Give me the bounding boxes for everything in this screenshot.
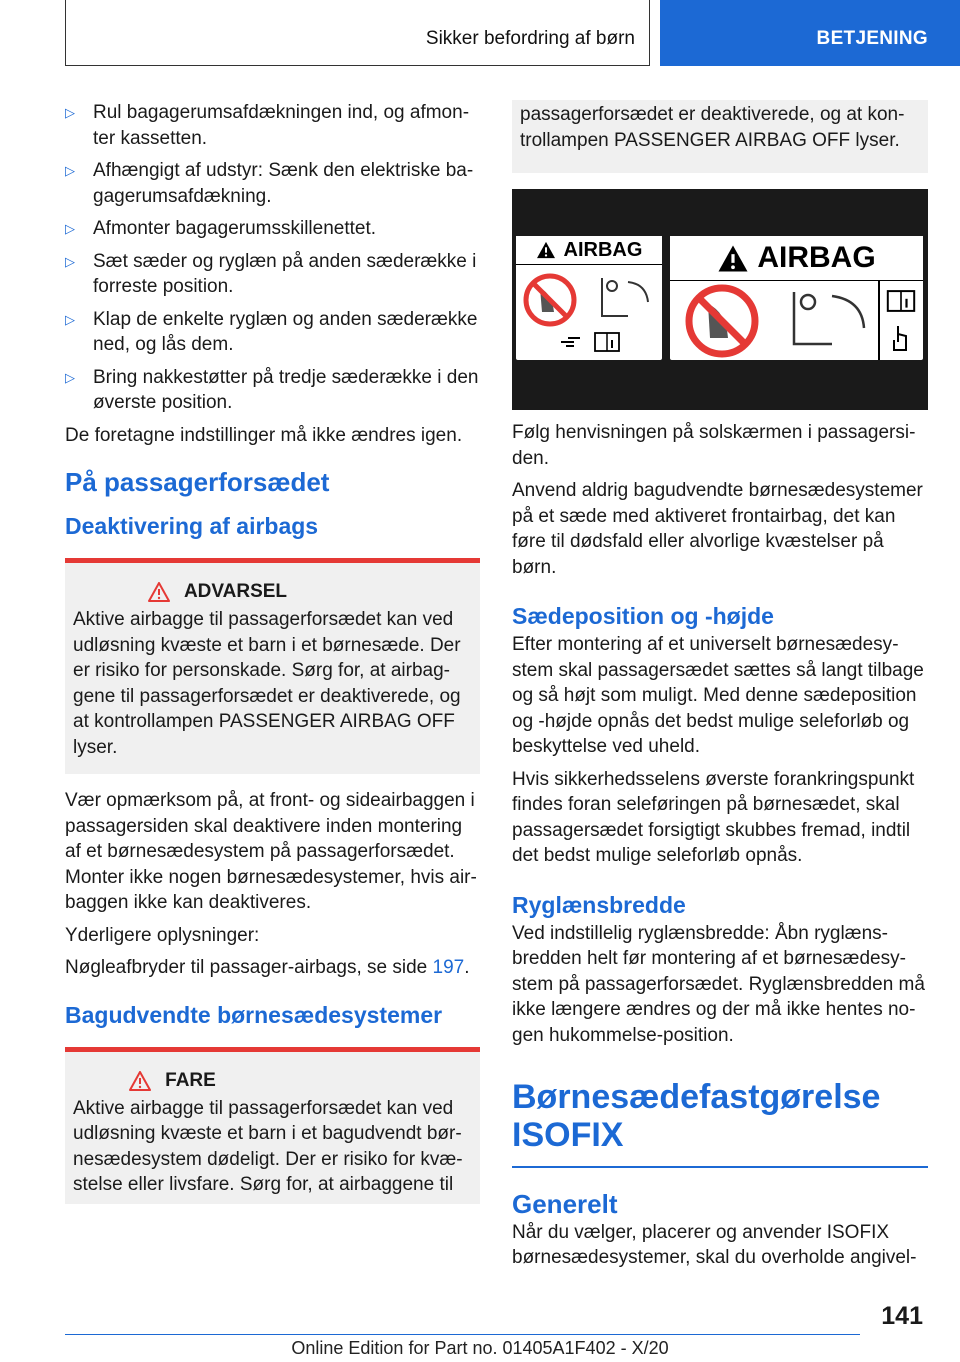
- settings-note: De foretagne indstillinger må ikke ændres igen.: [65, 424, 463, 446]
- page-number: 141: [881, 1302, 923, 1330]
- heading-passenger-seat: På passagerforsædet: [65, 467, 330, 497]
- chapter-tab[interactable]: BETJENING: [660, 0, 960, 66]
- heading-general: Generelt: [512, 1188, 618, 1219]
- paragraph: Efter montering af et universelt børnesædesystem skal passagersædet sættes så langt tilbage og så højt som muligt. Med denne sædeposition og -højde opnås det bedst mulige seleforløb og beskyttelse ved uheld.: [512, 634, 924, 757]
- step-triangle-icon: ▷: [65, 369, 75, 385]
- list-item: ▷ Klap de enkelte ryglæn og anden sæderække ned, og lås dem.: [65, 308, 478, 355]
- list-item: ▷ Afhængigt af udstyr: Sænk den elektriske bagagerumsafdækning.: [65, 160, 474, 207]
- paragraph: Nøgleafbryder til passager-airbags, se side 197.: [65, 957, 470, 978]
- step-triangle-icon: ▷: [65, 105, 75, 120]
- list-item: ▷ Bring nakkestøtter på tredje sæderække i den øverste position.: [65, 366, 479, 413]
- paragraph: Ved indstillelig ryglænsbredde: Åbn ryglænsbredden helt før montering af et børnesædesystem på passagerforsædet. Ryglænsbredden må ikke længere ændres og der må ikke hentes nogen hukommelse-position.: [512, 922, 925, 1046]
- no-rear-facing-seat-icon: [522, 272, 584, 328]
- warning-triangle-icon: [148, 582, 170, 602]
- pointing-hand-icon: [890, 324, 912, 354]
- danger-text: Aktive airbagge til passagerforsædet kan ved udløsning kvæste et barn i et bagudvendt børnesædesystem dødeligt. Der er risiko for kvæstelse eller livsfare. Sørg for, at airbaggene til: [73, 1097, 463, 1195]
- airbag-label-figure: [512, 189, 928, 410]
- heading-airbag-deactivation: Deaktivering af airbags: [65, 513, 319, 539]
- heading-backrest-width: Ryglænsbredde: [512, 891, 686, 918]
- airbag-label-large: AIRBAG: [670, 236, 923, 360]
- heading-isofix: Børnesædefastgørelse ISOFIX: [512, 1078, 881, 1154]
- paragraph: Hvis sikkerhedsselens øverste forankringspunkt findes foran seleføringen på børnesædet, skal passagersædet forsigtigt skubbes fremad, indtil det bedst mulige seleforløb opnås.: [512, 768, 915, 866]
- danger-title: FARE: [73, 1070, 472, 1092]
- heading-seat-position: Sædeposition og -højde: [512, 603, 774, 629]
- divider: [65, 1334, 860, 1335]
- paragraph: Yderligere oplysninger:: [65, 924, 260, 946]
- right-column: [512, 100, 928, 1278]
- warning-triangle-icon: [129, 1071, 151, 1091]
- warning-box: [65, 558, 480, 774]
- list-item: ▷ Sæt sæder og ryglæn på anden sæderække i forreste position.: [65, 250, 477, 297]
- warning-text: Aktive airbagge til passagerforsædet kan ved udløsning kvæste et barn i et børnesæde. Der er risiko for personskade. Sørg for, at airbaggene til passagerforsædet er deaktiverede, og at kontrollampen PASSENGER AIRBAG OFF lyser.: [73, 609, 461, 758]
- warning-triangle-icon: [717, 244, 749, 273]
- step-triangle-icon: ▷: [65, 221, 75, 236]
- step-triangle-icon: ▷: [65, 311, 75, 327]
- paragraph: Anvend aldrig bagudvendte børnesædesystemer på et sæde med aktiveret frontairbag, det kan føre til dødsfald eller alvorlige kvæstelser på børn.: [512, 480, 923, 578]
- warning-title: ADVARSEL: [73, 581, 472, 603]
- list-item: ▷ Afmonter bagagerumsskillenettet.: [65, 216, 480, 242]
- paragraph: Følg henvisningen på solskærmen i passagersiden.: [512, 422, 916, 469]
- airbag-seat-icon: [588, 272, 658, 328]
- step-triangle-icon: ▷: [65, 163, 75, 178]
- paragraph: Når du vælger, placerer og anvender ISOFIX børnesædesystemer, skal du overholde angivel-: [512, 1221, 917, 1268]
- airbag-label-small: AIRBAG: [516, 236, 662, 360]
- manual-book-icon: [594, 332, 620, 352]
- divider: [512, 1166, 928, 1168]
- manual-book-icon: [886, 290, 916, 312]
- danger-text-continued: passagerforsædet er deaktiverede, og at kontrollampen PASSENGER AIRBAG OFF lyser.: [520, 104, 905, 151]
- paragraph: Vær opmærksom på, at front- og sideairbaggen i passagersiden skal deaktivere inden montering af et børnesædesystem på passagerforsædet. Monter ikke nogen børnesædesystemer, hvis airbaggen ikke kan deaktiveres.: [65, 790, 477, 913]
- airbag-seat-icon: [774, 284, 874, 358]
- heading-rear-facing: Bagudvendte børnesædesystemer: [65, 1001, 443, 1028]
- left-column: [65, 100, 480, 1204]
- step-triangle-icon: ▷: [65, 253, 75, 269]
- page-link[interactable]: 197: [432, 957, 465, 978]
- no-rear-facing-seat-icon: [676, 284, 772, 358]
- danger-box: [65, 1047, 480, 1204]
- pointing-hand-icon: [560, 334, 582, 350]
- list-item: ▷ Rul bagagerumsafdækningen ind, og afmonter kassetten.: [65, 102, 470, 149]
- edition-footer: Online Edition for Part no. 01405A1F402 - X/20: [291, 1338, 669, 1358]
- warning-triangle-icon: [536, 241, 556, 259]
- section-title: Sikker befordring af børn: [425, 28, 635, 49]
- step-list: [65, 100, 480, 416]
- danger-box-continued: [512, 100, 928, 173]
